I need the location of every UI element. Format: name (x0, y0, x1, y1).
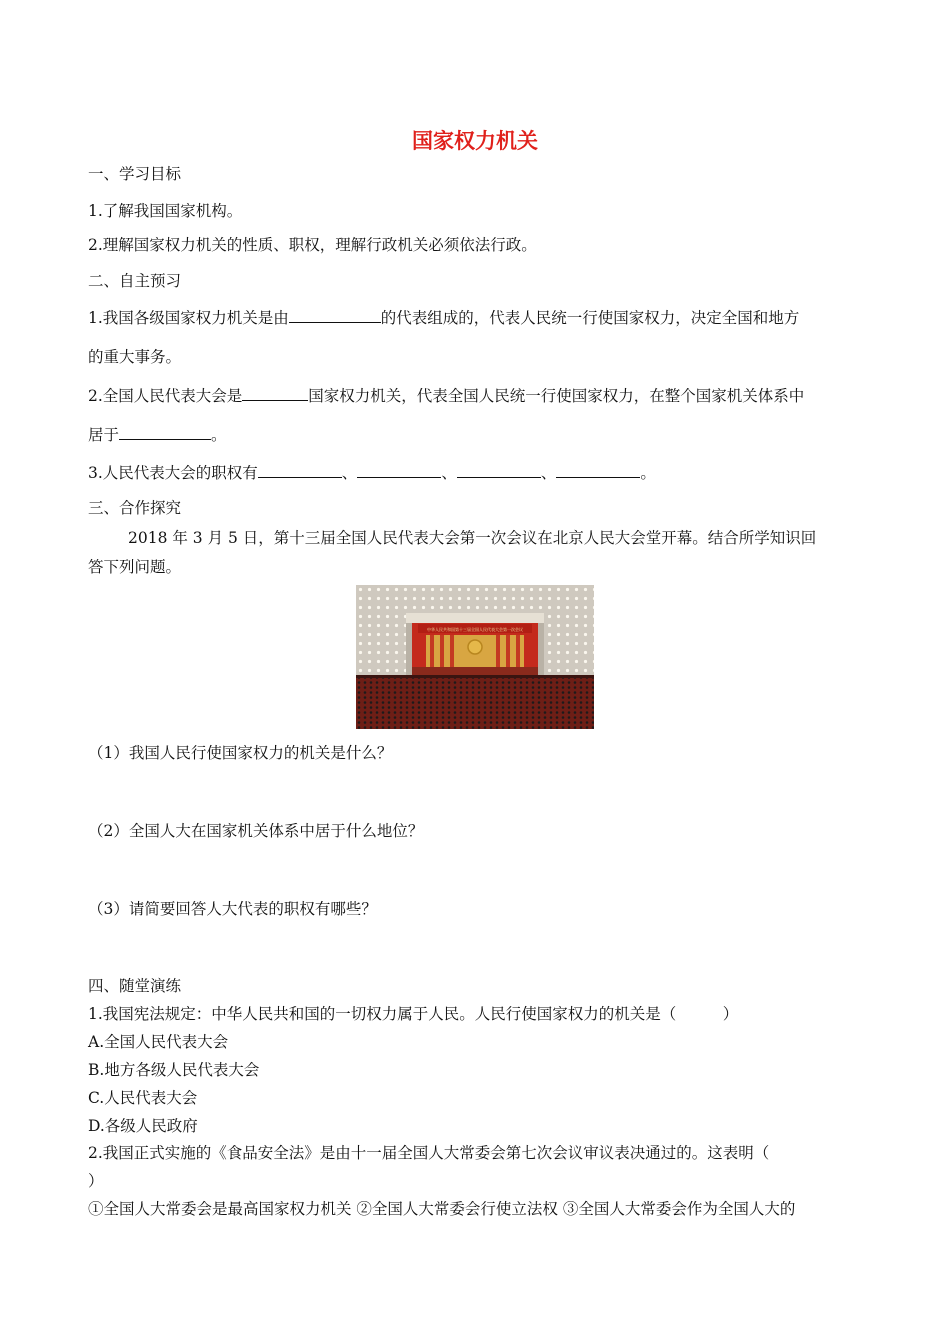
practice-question-2: 2.我国正式实施的《食品安全法》是由十一届全国人大常委会第七次会议审议表决通过的。这表明（ (88, 1144, 770, 1162)
separator: 、 (341, 464, 358, 482)
page-title: 国家权力机关 (412, 129, 538, 153)
answer-blank[interactable] (242, 385, 308, 401)
preview-question-2-cont (88, 424, 227, 445)
answer-blank[interactable] (119, 424, 211, 440)
banner-text: 中华人民共和国第十三届全国人民代表大会第一次会议 (427, 627, 523, 632)
section-heading-explore: 三、合作探究 (88, 499, 182, 517)
section-heading-preview: 二、自主预习 (88, 272, 182, 290)
explore-question-1: （1）我国人民行使国家权力的机关是什么？ (88, 744, 393, 762)
question-text: 2.全国人民代表大会是 (88, 387, 243, 405)
practice-question-2-cont: ） (88, 1172, 104, 1190)
explore-question-2: （2）全国人大在国家机关体系中居于什么地位？ (88, 822, 424, 840)
preview-question-1-cont: 的重大事务。 (88, 348, 182, 366)
national-emblem-icon (468, 640, 482, 654)
preview-question-2 (88, 385, 804, 406)
question-text: 。 (211, 426, 227, 444)
answer-blank[interactable] (289, 307, 381, 323)
congress-hall-illustration (356, 585, 594, 729)
section-heading-practice: 四、随堂演练 (88, 977, 182, 995)
explore-question-3: （3）请简要回答人大代表的职权有哪些？ (88, 900, 377, 918)
answer-blank[interactable] (357, 462, 441, 478)
answer-blank[interactable] (556, 462, 640, 478)
section-heading-goals: 一、学习目标 (88, 165, 182, 183)
practice-question-2-statements: ①全国人大常委会是最高国家权力机关 ②全国人大常委会行使立法权 ③全国人大常委会作为全国人大的 (88, 1200, 796, 1218)
explore-paragraph-line-2: 答下列问题。 (88, 558, 182, 576)
option-c: C.人民代表大会 (88, 1089, 198, 1107)
congress-hall-photo (356, 585, 594, 729)
question-text: 1.我国各级国家权力机关是由 (88, 309, 289, 327)
separator: 、 (441, 464, 457, 482)
practice-question-1: 1.我国宪法规定：中华人民共和国的一切权力属于人民。人民行使国家权力的机关是（ ） (88, 1005, 739, 1023)
question-text: 3.人民代表大会的职权有 (88, 464, 258, 482)
option-b: B.地方各级人民代表大会 (88, 1061, 260, 1079)
explore-paragraph-line-1: 2018 年 3 月 5 日，第十三届全国人民代表大会第一次会议在北京人民大会堂开幕。结合所学知识回 (128, 529, 817, 547)
question-text: 国家权力机关，代表全国人民统一行使国家权力，在整个国家机关体系中 (308, 387, 805, 405)
option-d: D.各级人民政府 (88, 1117, 198, 1135)
answer-blank[interactable] (457, 462, 541, 478)
option-a: A.全国人民代表大会 (88, 1033, 229, 1051)
question-text: 居于 (88, 426, 120, 444)
goal-item-1: 1.了解我国国家机构。 (88, 202, 243, 220)
preview-question-1 (88, 307, 799, 328)
question-text: 。 (640, 464, 656, 482)
preview-question-3 (88, 462, 656, 483)
goal-item-2: 2.理解国家权力机关的性质、职权，理解行政机关必须依法行政。 (88, 236, 537, 254)
question-text: 的代表组成的，代表人民统一行使国家权力，决定全国和地方 (380, 309, 800, 327)
separator: 、 (540, 464, 557, 482)
answer-blank[interactable] (258, 462, 342, 478)
